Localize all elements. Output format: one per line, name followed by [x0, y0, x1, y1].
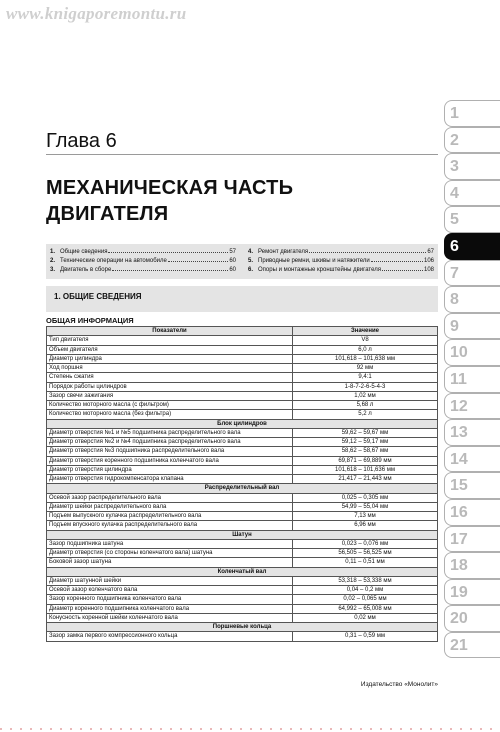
table-cell-value: 0,04 – 0,2 мм: [293, 586, 438, 595]
chapter-tab-21[interactable]: 21: [444, 632, 500, 659]
table-cell-value: 0,02 – 0,065 мм: [293, 595, 438, 604]
chapter-tabs: [444, 100, 500, 658]
toc-item-title: Приводные ремни, шкивы и натяжители: [258, 258, 370, 264]
column-header-parameter: Показатели: [47, 327, 293, 336]
chapter-tab-17[interactable]: 17: [444, 526, 500, 553]
toc-item-page: 106: [423, 258, 434, 264]
chapter-tab-3[interactable]: 3: [444, 153, 500, 180]
toc-item-page: 60: [229, 267, 236, 273]
toc-item-title: Двигатель в сборе: [60, 267, 112, 273]
table-cell-value: 64,992 – 65,008 мм: [293, 604, 438, 613]
table-cell-value: 21,417 – 21,443 мм: [293, 475, 438, 484]
chapter-tab-6[interactable]: 6: [444, 233, 500, 260]
toc-item-title: Опоры и монтажные кронштейны двигателя: [258, 267, 381, 273]
table-row: [47, 373, 438, 382]
toc-column-right: [248, 248, 434, 275]
table-cell-value: 59,12 – 59,17 мм: [293, 438, 438, 447]
toc-item-number: 2.: [50, 258, 56, 264]
chapter-tab-2[interactable]: 2: [444, 127, 500, 154]
table-cell-value: 0,11 – 0,51 мм: [293, 558, 438, 567]
toc-item-number: 4.: [248, 249, 254, 255]
table-row: [47, 465, 438, 474]
table-cell-parameter: Количество моторного масла (без фильтра): [47, 410, 293, 419]
table-cell-parameter: Боковой зазор шатуна: [47, 558, 293, 567]
toc-item-number: 6.: [248, 267, 254, 273]
table-cell-parameter: Осевой зазор распределительного вала: [47, 493, 293, 502]
table-row: [47, 502, 438, 511]
toc-leader-dots: [309, 252, 426, 253]
table-cell-value: 5,68 л: [293, 401, 438, 410]
toc-item[interactable]: [50, 248, 236, 257]
toc-item-title: Общие сведения: [60, 249, 108, 255]
column-header-value: Значение: [293, 327, 438, 336]
toc-item-page: 108: [423, 267, 434, 273]
table-cell-value: 1-8-7-2-6-5-4-3: [293, 382, 438, 391]
toc-item-page: 57: [229, 249, 236, 255]
table-group-row: [47, 530, 438, 539]
toc-item[interactable]: [50, 266, 236, 275]
chapter-tab-4[interactable]: 4: [444, 180, 500, 207]
table-cell-value: 0,025 – 0,305 мм: [293, 493, 438, 502]
table-row: [47, 539, 438, 548]
table-cell-value: 6,0 л: [293, 345, 438, 354]
table-group-label: Блок цилиндров: [47, 419, 438, 428]
table-cell-parameter: Зазор свечи зажигания: [47, 391, 293, 400]
table-group-row: [47, 419, 438, 428]
table-cell-value: 7,13 мм: [293, 512, 438, 521]
toc-item-number: 3.: [50, 267, 56, 273]
table-row: [47, 438, 438, 447]
table-header-row: [47, 327, 438, 336]
toc-item[interactable]: [248, 248, 434, 257]
table-row: [47, 604, 438, 613]
table-cell-value: 0,31 – 0,59 мм: [293, 632, 438, 641]
chapter-tab-20[interactable]: 20: [444, 605, 500, 632]
table-cell-value: 54,99 – 55,04 мм: [293, 502, 438, 511]
toc-leader-dots: [382, 270, 423, 271]
toc-item-page: 60: [229, 258, 236, 264]
table-cell-parameter: Диаметр отверстия цилиндра: [47, 465, 293, 474]
table-group-label: Коленчатый вал: [47, 567, 438, 576]
chapter-tab-9[interactable]: 9: [444, 313, 500, 340]
table-row: [47, 521, 438, 530]
table-cell-value: 6,96 мм: [293, 521, 438, 530]
toc-column-left: [50, 248, 236, 275]
table-group-row: [47, 623, 438, 632]
table-row: [47, 382, 438, 391]
watermark: www.knigaporemontu.ru: [6, 4, 187, 23]
toc-leader-dots: [371, 261, 423, 262]
toc-leader-dots: [112, 270, 228, 271]
toc-item-number: 5.: [248, 258, 254, 264]
table-cell-parameter: Тип двигателя: [47, 336, 293, 345]
table-cell-parameter: Объем двигателя: [47, 345, 293, 354]
chapter-tab-18[interactable]: 18: [444, 552, 500, 579]
chapter-tab-11[interactable]: 11: [444, 366, 500, 393]
table-cell-parameter: Зазор замка первого компрессионного кольца: [47, 632, 293, 641]
table-row: [47, 410, 438, 419]
table-row: [47, 549, 438, 558]
chapter-tab-1[interactable]: 1: [444, 100, 500, 127]
chapter-tab-16[interactable]: 16: [444, 499, 500, 526]
table-cell-value: 0,02 мм: [293, 613, 438, 622]
table-cell-parameter: Подъем впускного кулачка распределительного вала: [47, 521, 293, 530]
table-cell-parameter: Диаметр отверстия №1 и №5 подшипника распределительного вала: [47, 428, 293, 437]
table-group-row: [47, 484, 438, 493]
chapter-tab-7[interactable]: 7: [444, 260, 500, 287]
table-cell-value: 53,318 – 53,338 мм: [293, 576, 438, 585]
table-cell-parameter: Диаметр цилиндра: [47, 354, 293, 363]
table-of-contents: [46, 244, 438, 279]
table-cell-parameter: Порядок работы цилиндров: [47, 382, 293, 391]
toc-item-title: Ремонт двигателя: [258, 249, 309, 255]
table-cell-value: 9,4:1: [293, 373, 438, 382]
table-row: [47, 401, 438, 410]
chapter-tab-8[interactable]: 8: [444, 286, 500, 313]
table-row: [47, 336, 438, 345]
table-row: [47, 595, 438, 604]
chapter-title: [46, 175, 293, 227]
table-row: [47, 632, 438, 641]
table-cell-value: V8: [293, 336, 438, 345]
table-row: [47, 576, 438, 585]
table-body: [47, 336, 438, 641]
chapter-title-line-2: ДВИГАТЕЛЯ: [46, 203, 169, 225]
table-cell-parameter: Диаметр шейки распределительного вала: [47, 502, 293, 511]
toc-leader-dots: [168, 261, 228, 262]
section-heading: 1. ОБЩИЕ СВЕДЕНИЯ: [46, 286, 438, 312]
table-cell-value: 59,62 – 59,67 мм: [293, 428, 438, 437]
toc-item[interactable]: [248, 266, 434, 275]
chapter-tab-15[interactable]: 15: [444, 472, 500, 499]
table-cell-parameter: Диаметр отверстия №2 и №4 подшипника распределительного вала: [47, 438, 293, 447]
chapter-tab-10[interactable]: 10: [444, 339, 500, 366]
table-cell-value: 58,62 – 58,67 мм: [293, 447, 438, 456]
table-cell-parameter: Ход поршня: [47, 364, 293, 373]
table-cell-value: 5,2 л: [293, 410, 438, 419]
toc-leader-dots: [108, 252, 228, 253]
toc-item-number: 1.: [50, 249, 56, 255]
chapter-tab-5[interactable]: 5: [444, 206, 500, 233]
table-row: [47, 428, 438, 437]
chapter-tab-13[interactable]: 13: [444, 419, 500, 446]
chapter-title-line-1: МЕХАНИЧЕСКАЯ ЧАСТЬ: [46, 177, 294, 199]
table-group-label: Поршневые кольца: [47, 623, 438, 632]
toc-item[interactable]: [248, 257, 434, 266]
publisher-credit: Издательство «Монолит»: [360, 681, 438, 688]
table-cell-parameter: Диаметр отверстия гидрокомпенсатора клапана: [47, 475, 293, 484]
table-cell-parameter: Диаметр шатунной шейки: [47, 576, 293, 585]
table-cell-parameter: Диаметр отверстия (со стороны коленчатого вала) шатуна: [47, 549, 293, 558]
table-row: [47, 354, 438, 363]
table-cell-parameter: Конусность коренной шейки коленчатого вала: [47, 613, 293, 622]
table-cell-value: 69,871 – 69,889 мм: [293, 456, 438, 465]
table-cell-parameter: Диаметр отверстия №3 подшипника распределительного вала: [47, 447, 293, 456]
table-group-label: Шатун: [47, 530, 438, 539]
table-row: [47, 493, 438, 502]
table-cell-value: 0,023 – 0,076 мм: [293, 539, 438, 548]
table-cell-parameter: Осевой зазор коленчатого вала: [47, 586, 293, 595]
table-cell-parameter: Диаметр отверстия коренного подшипника коленчатого вала: [47, 456, 293, 465]
table-cell-value: 101,618 – 101,636 мм: [293, 465, 438, 474]
table-row: [47, 364, 438, 373]
table-cell-parameter: Количество моторного масла (с фильтром): [47, 401, 293, 410]
chapter-tab-19[interactable]: 19: [444, 579, 500, 606]
table-row: [47, 512, 438, 521]
table-cell-value: 101,618 – 101,638 мм: [293, 354, 438, 363]
table-cell-value: 92 мм: [293, 364, 438, 373]
chapter-tab-14[interactable]: 14: [444, 446, 500, 473]
specs-table: [46, 326, 438, 642]
toc-item-page: 67: [427, 249, 434, 255]
table-cell-parameter: Зазор коренного подшипника коленчатого вала: [47, 595, 293, 604]
table-cell-parameter: Зазор подшипника шатуна: [47, 539, 293, 548]
table-row: [47, 558, 438, 567]
toc-item[interactable]: [50, 257, 236, 266]
chapter-label: Глава 6: [46, 130, 117, 152]
table-row: [47, 613, 438, 622]
table-row: [47, 475, 438, 484]
divider: [46, 154, 438, 155]
bottom-edge-marks: [0, 728, 500, 730]
table-row: [47, 456, 438, 465]
table-cell-parameter: Степень сжатия: [47, 373, 293, 382]
table-cell-parameter: Диаметр коренного подшипника коленчатого вала: [47, 604, 293, 613]
table-row: [47, 447, 438, 456]
table-cell-value: 1,02 мм: [293, 391, 438, 400]
table-row: [47, 345, 438, 354]
toc-item-title: Технические операции на автомобиле: [60, 258, 167, 264]
table-group-label: Распределительный вал: [47, 484, 438, 493]
table-group-row: [47, 567, 438, 576]
table-cell-value: 56,505 – 56,525 мм: [293, 549, 438, 558]
table-cell-parameter: Подъем выпускного кулачка распределительного вала: [47, 512, 293, 521]
chapter-tab-12[interactable]: 12: [444, 393, 500, 420]
table-row: [47, 391, 438, 400]
table-row: [47, 586, 438, 595]
info-heading: ОБЩАЯ ИНФОРМАЦИЯ: [46, 316, 134, 325]
